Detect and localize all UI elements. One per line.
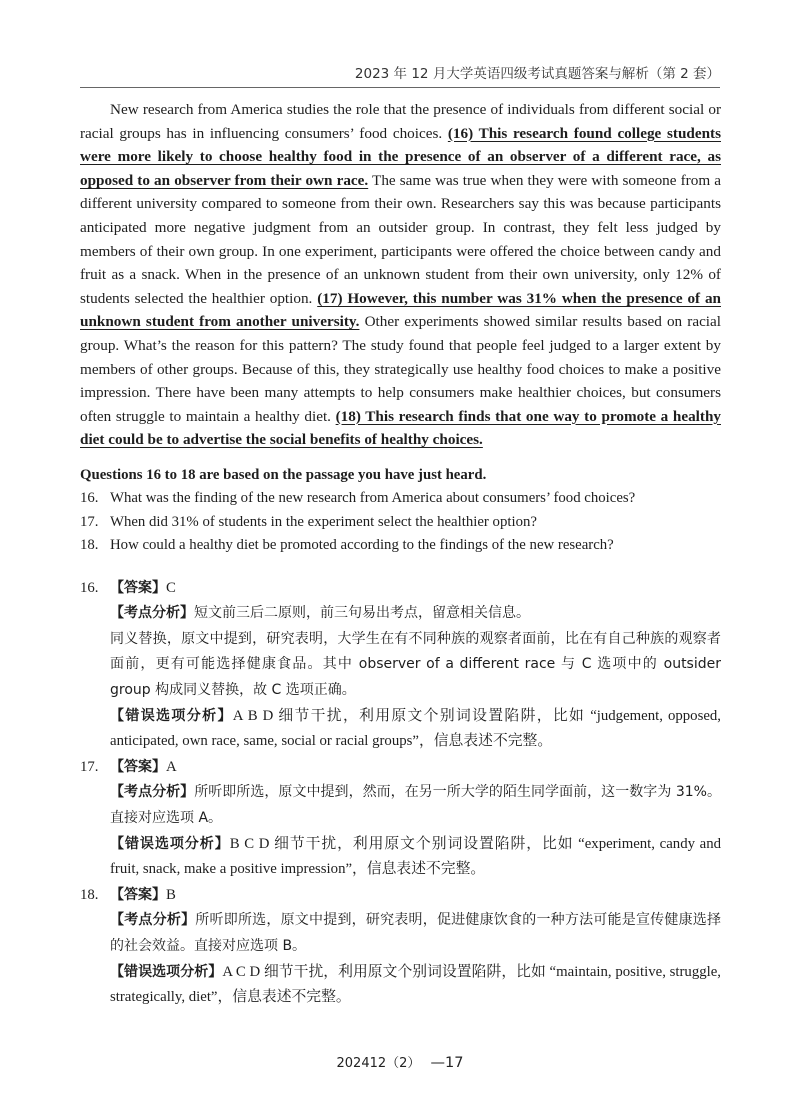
question-item <box>80 534 721 558</box>
wrong-options-text: A B D 细节干扰，利用原文个别词设置陷阱，比如 “judgement, opposed, anticipated, own race, same, social or racial groups”，信息表述不完整。 <box>110 707 721 750</box>
answer-number: 18. <box>80 886 99 903</box>
question-item <box>80 487 721 511</box>
passage-text-3: Other experiments showed similar results based on racial group. What’s the reason for this pattern? The study found that people feel judged to a larger extent by members of other groups. Because of this, they strategically use healthy food choices to make a positive impression. There have been many attempts to help consumers make healthier choices, but consumers often struggle to maintain a healthy diet. <box>80 313 721 425</box>
wrong-options-text: A C D 细节干扰，利用原文个别词设置陷阱，比如 “maintain, positive, struggle, strategically, diet”，信息表述不完整。 <box>110 963 721 1006</box>
wrong-options-tag: 【错误选项分析】 <box>110 963 223 980</box>
answer-tag: 【答案】 <box>110 758 166 775</box>
passage-text-1: New research from America studies the role that the presence of individuals from different social or racial groups has in influencing consumers’ food choices. <box>80 101 721 142</box>
analysis-tag: 【考点分析】 <box>110 784 195 801</box>
listening-passage <box>80 98 721 452</box>
answer-line <box>110 755 721 781</box>
answer-tag: 【答案】 <box>110 886 166 903</box>
footer-code: 202412（2） <box>336 1056 421 1071</box>
wrong-options-line <box>110 960 721 1011</box>
analysis-tag: 【考点分析】 <box>110 605 194 622</box>
analysis-text: 所听即所选，原文中提到，研究表明，促进健康饮食的一种方法可能是宣传健康选择的社会效益。直接对应选项 B。 <box>110 912 722 954</box>
wrong-options-line <box>110 704 721 755</box>
analysis-line <box>110 908 721 959</box>
analysis-text-2: 同义替换，原文中提到，研究表明，大学生在有不同种族的观察者面前，比在有自己种族的观察者面前，更有可能选择健康食品。其中 observer of a different race 与 C 选项中的 outsider group 构成同义替换，故 C 选项正确。 <box>110 630 721 699</box>
running-header: 2023 年 12 月大学英语四级考试真题答案与解析（第 2 套） <box>80 62 720 88</box>
passage-text-2: The same was true when they were with someone from a different university compared to someone from their own. Researchers say this was because participants anticipated more negative judgment from an outsider group. In contrast, they felt less judged by members of their own group. In one experiment, participants were offered the choice between candy and fruit as a snack. When in the presence of an unknown student from their own university, only 12% of students selected the healthier option. <box>80 171 721 307</box>
highlight-16: (16) This research found college students were more likely to choose healthy food in the presence of an observer of a different race, as opposed to an observer from their own race. <box>80 124 721 189</box>
question-text: How could a healthy diet be promoted according to the findings of the new research? <box>110 537 614 554</box>
page-number: —17 <box>430 1055 464 1071</box>
answer-block-16 <box>80 576 721 755</box>
answer-number: 17. <box>80 758 99 775</box>
analysis-line <box>110 601 721 627</box>
answer-letter: A <box>166 758 177 775</box>
answer-letter: C <box>166 579 176 596</box>
answer-section <box>80 576 721 1011</box>
page-content <box>80 98 721 1011</box>
wrong-options-line <box>110 832 721 883</box>
question-text: When did 31% of students in the experiment select the healthier option? <box>110 513 537 530</box>
analysis-text: 短文前三后二原则，前三句易出考点，留意相关信息。 <box>194 605 530 622</box>
answer-block-17 <box>80 755 721 883</box>
highlight-17: (17) However, this number was 31% when the presence of an unknown student from another university. <box>80 289 721 331</box>
analysis-tag: 【考点分析】 <box>110 912 196 929</box>
wrong-options-text: B C D 细节干扰，利用原文个别词设置陷阱，比如 “experiment, candy and fruit, snack, make a positive impression”，信息表述不完整。 <box>110 835 722 878</box>
wrong-options-tag: 【错误选项分析】 <box>110 835 230 852</box>
analysis-line <box>110 780 721 831</box>
page-footer <box>0 1052 800 1071</box>
answer-line <box>110 883 721 909</box>
question-number: 18. <box>80 537 99 554</box>
answer-block-18 <box>80 883 721 1011</box>
question-number: 17. <box>80 513 99 530</box>
questions-heading: Questions 16 to 18 are based on the passage you have just heard. <box>80 466 487 483</box>
answer-tag: 【答案】 <box>110 579 166 596</box>
question-text: What was the finding of the new research from America about consumers’ food choices? <box>110 489 636 506</box>
question-item <box>80 511 721 535</box>
analysis-text: 所听即所选，原文中提到，然而，在另一所大学的陌生同学面前，这一数字为 31%。直接对应选项 A。 <box>110 784 721 827</box>
answer-number: 16. <box>80 579 99 596</box>
highlight-18: (18) This research finds that one way to promote a healthy diet could be to advertise the social benefits of healthy choices. <box>80 407 721 449</box>
question-number: 16. <box>80 489 99 506</box>
wrong-options-tag: 【错误选项分析】 <box>110 707 233 724</box>
answer-letter: B <box>166 886 176 903</box>
answer-line <box>110 576 721 602</box>
question-list <box>80 487 721 558</box>
